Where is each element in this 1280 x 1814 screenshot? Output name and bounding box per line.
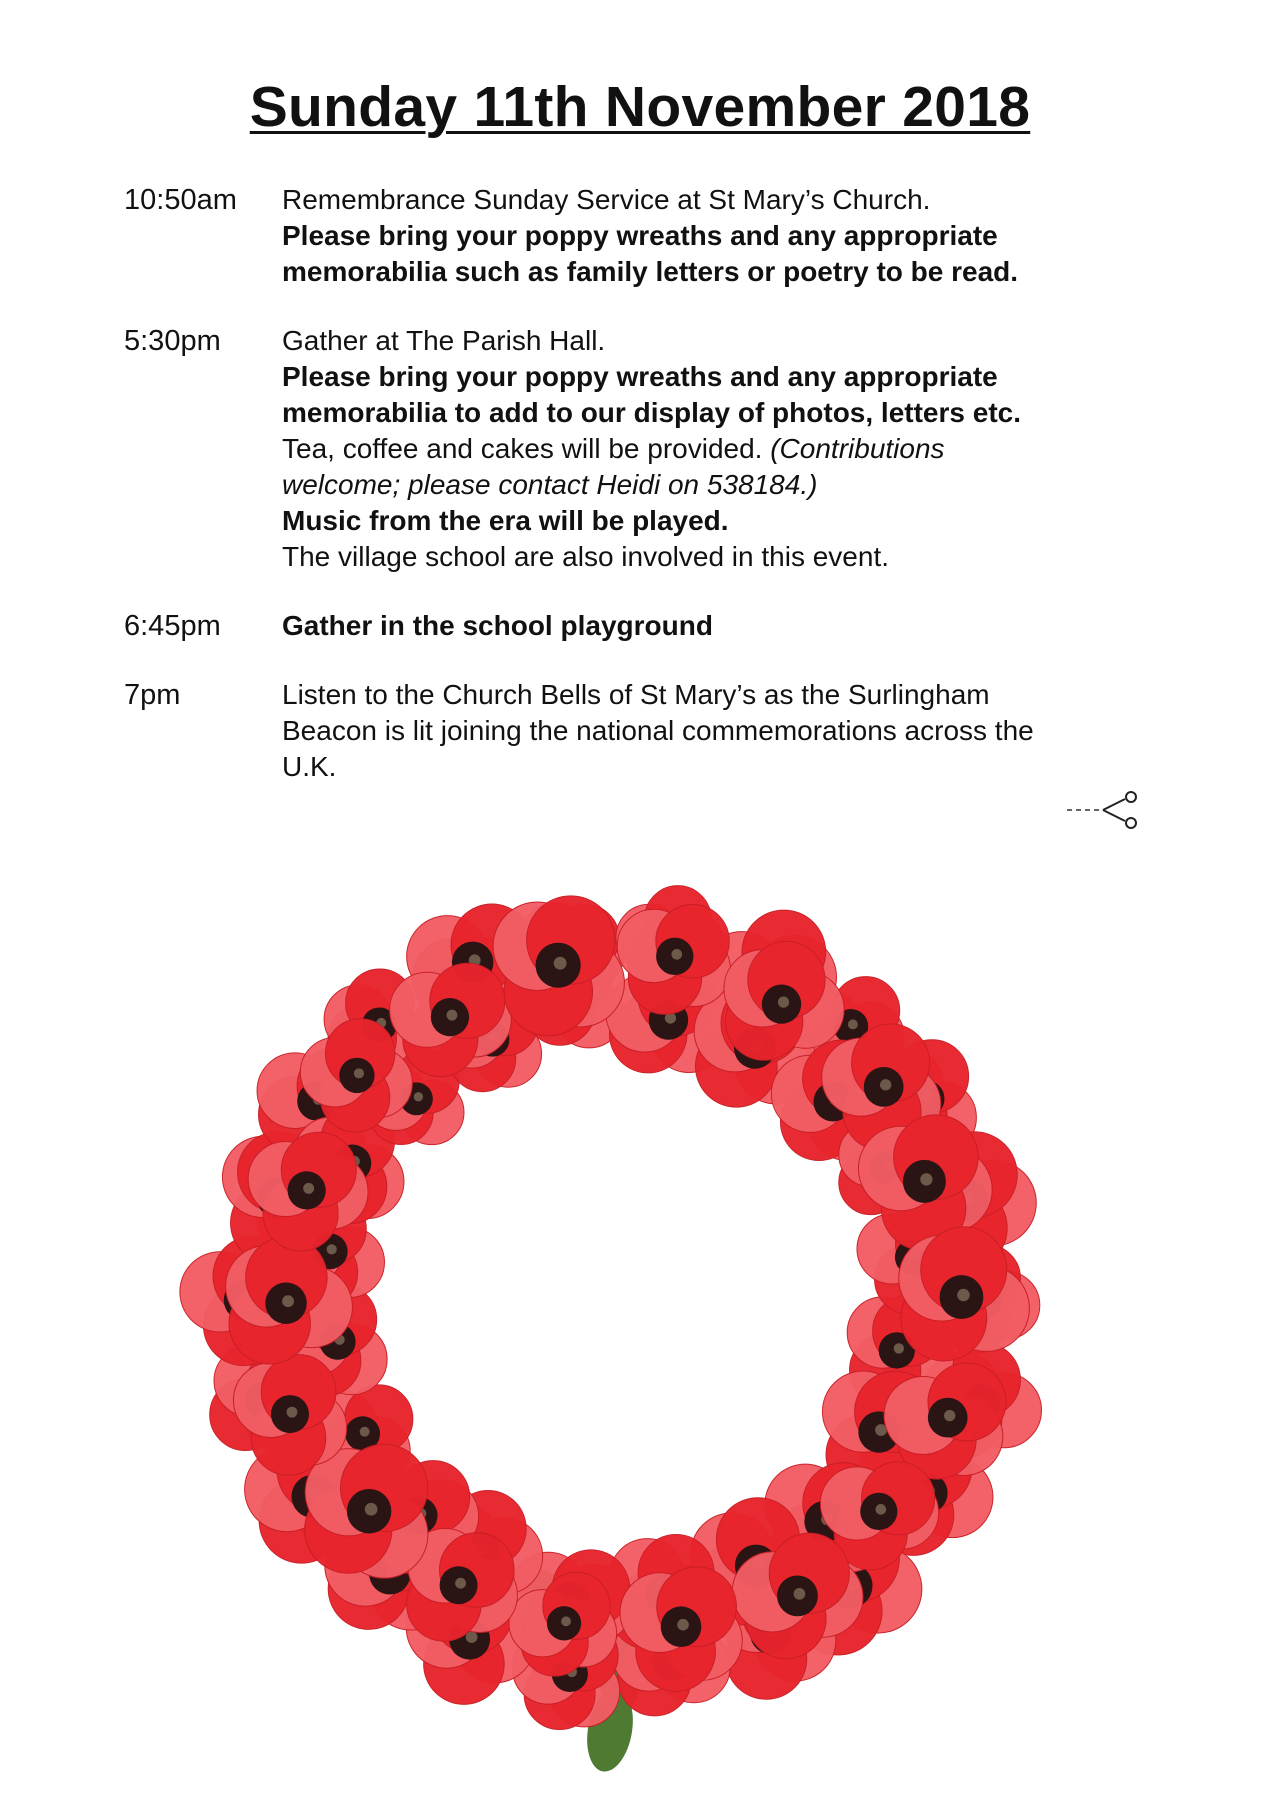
poppy-flower [899, 1227, 1030, 1361]
event-time: 10:50am [124, 184, 237, 216]
event-line: The village school are also involved in this event. [282, 541, 890, 572]
event-description [282, 677, 1182, 785]
event-line [282, 431, 1182, 467]
event-line: Gather in the school playground [282, 610, 713, 641]
event-description [282, 182, 1182, 290]
event-line: memorabilia to add to our display of photos, letters etc. [282, 397, 1021, 428]
page-title: Sunday 11th November 2018 [249, 75, 1031, 139]
event-item [0, 677, 1280, 785]
event-line: Beacon is lit joining the national commemorations across the [282, 715, 1034, 746]
event-line: Please bring your poppy wreaths and any appropriate [282, 220, 998, 251]
event-schedule [0, 182, 1280, 818]
event-line: welcome; please contact Heidi on 538184.) [282, 469, 818, 500]
poppy-flower [233, 1355, 346, 1476]
event-time: 6:45pm [124, 610, 221, 642]
poppy-wreath-image [150, 830, 1110, 1810]
event-item [0, 182, 1280, 290]
event-line: Remembrance Sunday Service at St Mary’s Church. [282, 184, 931, 215]
scissors-icon [1065, 790, 1145, 830]
event-description [282, 323, 1182, 575]
event-line: memorabilia such as family letters or poetry to be read. [282, 256, 1019, 287]
event-line: Music from the era will be played. [282, 505, 729, 536]
event-line-italic: (Contributions [762, 433, 945, 464]
event-line: U.K. [282, 751, 337, 782]
event-time: 5:30pm [124, 325, 221, 357]
event-item [0, 323, 1280, 575]
poppy-flower [493, 896, 624, 1036]
event-item [0, 608, 1280, 644]
poppy-flower [305, 1444, 428, 1578]
event-line-text: Tea, coffee and cakes will be provided. [282, 433, 763, 464]
event-line: Please bring your poppy wreaths and any appropriate [282, 361, 998, 392]
event-description [282, 608, 1182, 644]
event-time: 7pm [124, 679, 181, 711]
event-line: Listen to the Church Bells of St Mary’s as the Surlingham [282, 679, 990, 710]
poppy-flower [617, 904, 730, 1014]
event-line: Gather at The Parish Hall. [282, 325, 606, 356]
